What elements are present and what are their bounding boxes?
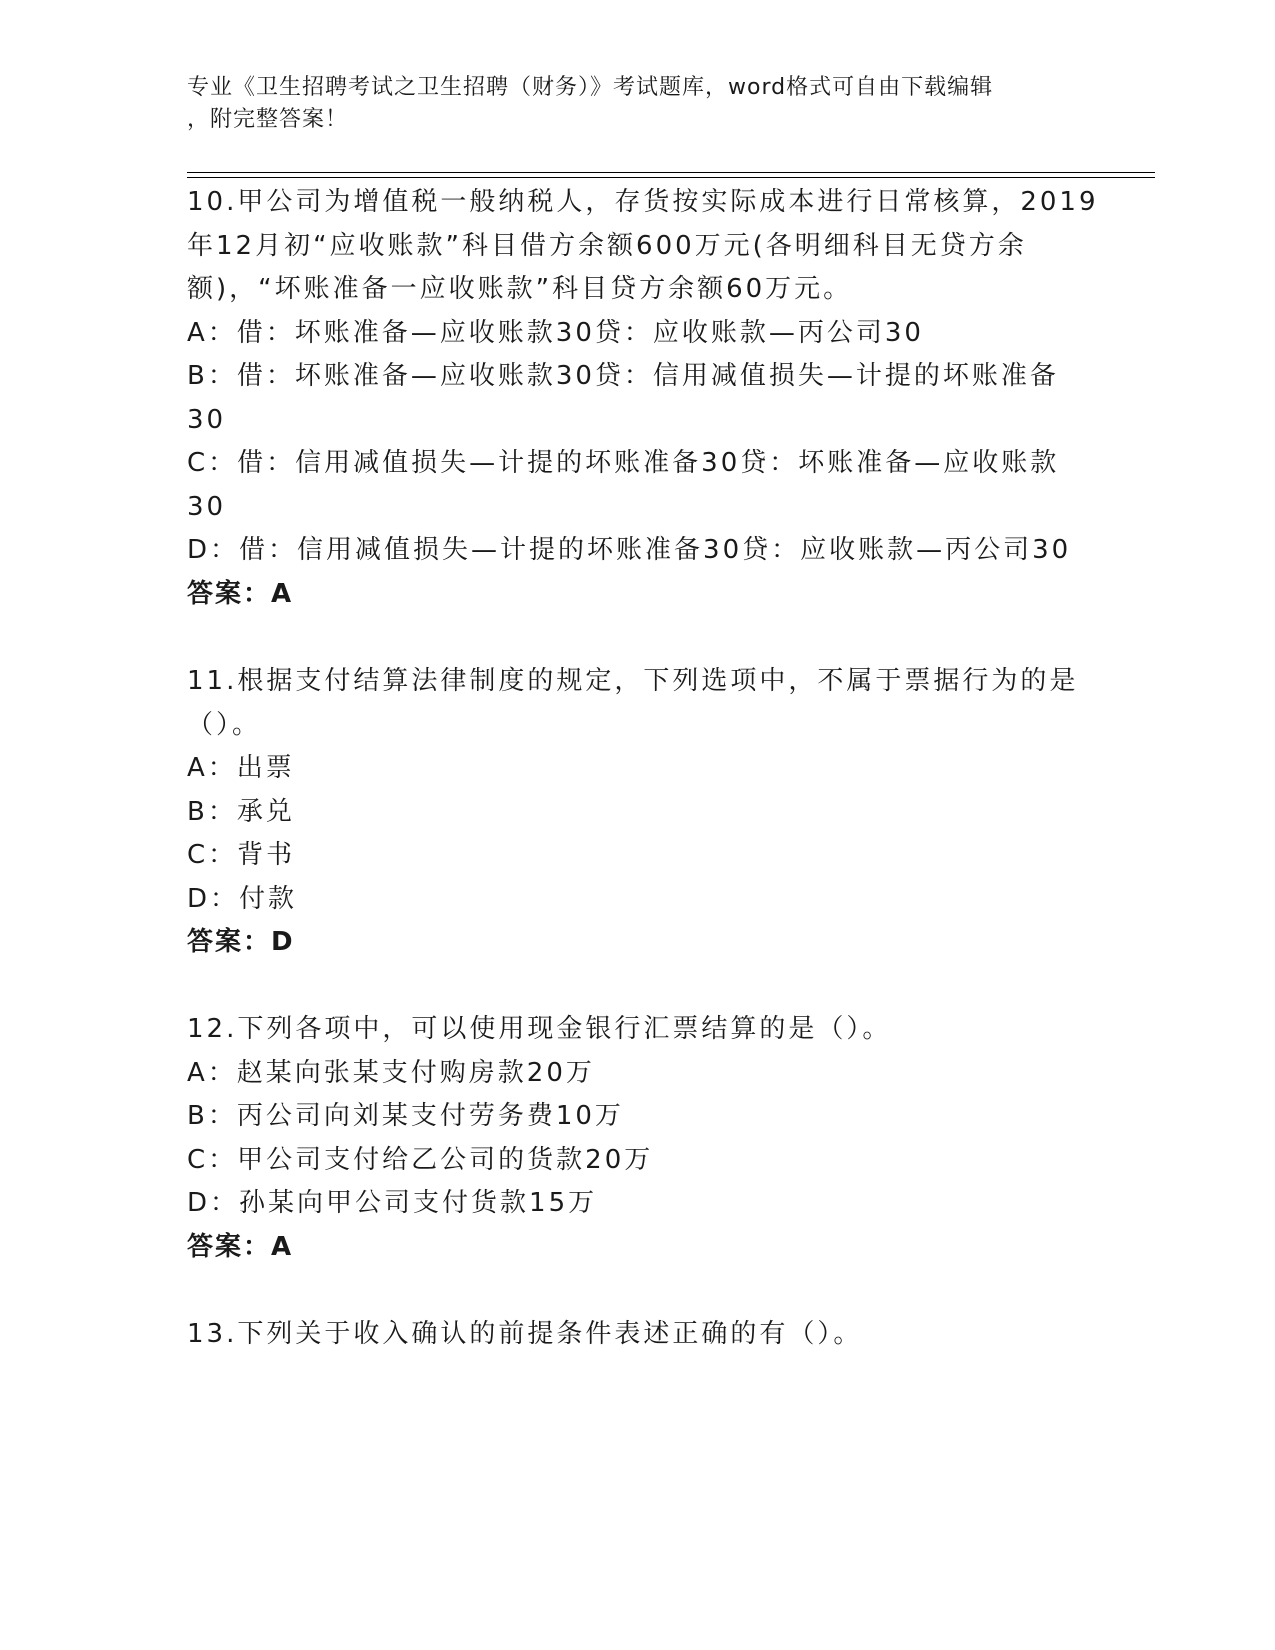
answer: 答案：D: [187, 927, 295, 957]
answer: 答案：A: [187, 1232, 294, 1262]
option-a: A：出票: [187, 753, 295, 783]
header-rule-top: [187, 172, 1155, 173]
question-stem-line: （）。: [187, 710, 262, 740]
option-a: A：赵某向张某支付购房款20万: [187, 1058, 595, 1088]
document-header-line-2: ，附完整答案！: [187, 107, 349, 132]
option-d: D：孙某向甲公司支付货款15万: [187, 1188, 598, 1218]
option-c-continued: 30: [187, 492, 227, 522]
option-a: A：借：坏账准备—应收账款30贷：应收账款—丙公司30: [187, 318, 924, 348]
question-stem-line: 额)，“坏账准备一应收账款”科目贷方余额60万元。: [187, 274, 853, 304]
question-stem-line: 11.根据支付结算法律制度的规定，下列选项中，不属于票据行为的是: [187, 666, 1079, 696]
option-b: B：借：坏账准备—应收账款30贷：信用减值损失—计提的坏账准备: [187, 361, 1059, 391]
option-c: C：借：信用减值损失—计提的坏账准备30贷：坏账准备—应收账款: [187, 448, 1060, 478]
question-stem-line: 10.甲公司为增值税一般纳税人，存货按实际成本进行日常核算，2019: [187, 187, 1099, 217]
question-stem-line: 12.下列各项中，可以使用现金银行汇票结算的是（）。: [187, 1014, 892, 1044]
option-d: D：借：信用减值损失—计提的坏账准备30贷：应收账款—丙公司30: [187, 535, 1072, 565]
question-stem-line: 13.下列关于收入确认的前提条件表述正确的有（）。: [187, 1319, 863, 1349]
option-d: D：付款: [187, 884, 298, 914]
option-b: B：丙公司向刘某支付劳务费10万: [187, 1101, 624, 1131]
answer: 答案：A: [187, 579, 294, 609]
option-c: C：背书: [187, 840, 296, 870]
header-rule-bottom: [187, 177, 1155, 178]
document-header-line-1: 专业《卫生招聘考试之卫生招聘（财务）》考试题库，word格式可自由下载编辑: [187, 75, 994, 100]
question-stem-line: 年12月初“应收账款”科目借方余额600万元(各明细科目无贷方余: [187, 231, 1027, 261]
option-c: C：甲公司支付给乙公司的货款20万: [187, 1145, 654, 1175]
option-b-continued: 30: [187, 405, 227, 435]
option-b: B：承兑: [187, 797, 295, 827]
